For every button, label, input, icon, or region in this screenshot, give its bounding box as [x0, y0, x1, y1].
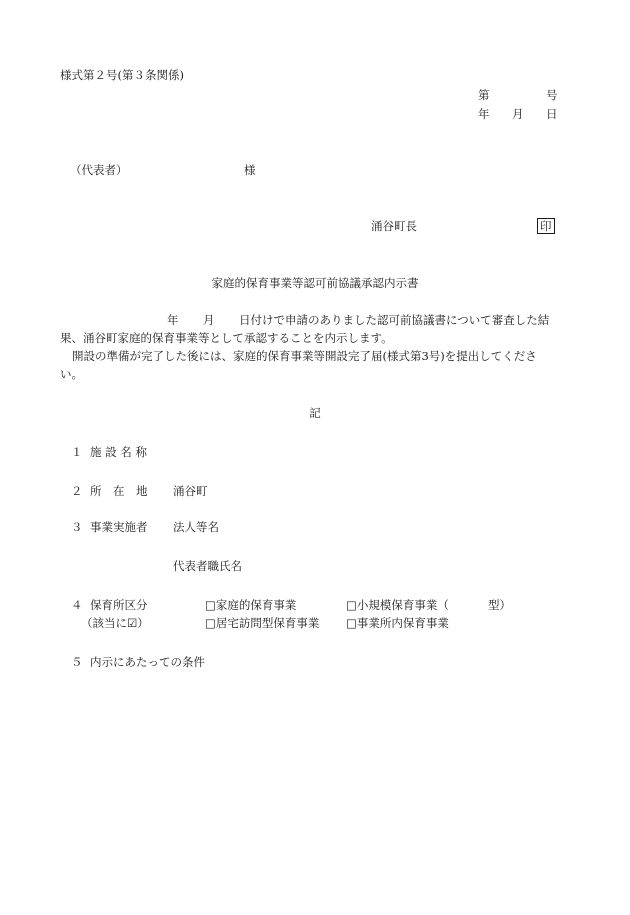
item3-sub-corp: 法人等名: [173, 520, 219, 534]
option-jigyosho-nai[interactable]: □事業所内保育事業: [346, 616, 449, 630]
item4-number: ４: [71, 598, 83, 612]
item2-label: 所 在 地: [90, 484, 148, 498]
body-year-label: 年: [167, 313, 179, 327]
body-month-label: 月: [203, 313, 215, 327]
option-shokibo-type-suffix: 型）: [488, 598, 511, 612]
addressee-suffix: 様: [244, 163, 256, 177]
body-line2: 果、涌谷町家庭的保育事業等として承認することを内示します。: [60, 331, 393, 345]
seal-mark: [537, 218, 555, 234]
item4-note: （該当に☑）: [81, 616, 149, 630]
item1-label: 施 設 名 称: [90, 445, 147, 459]
item3-sub-rep: 代表者職氏名: [173, 559, 242, 573]
issuer-name: 涌谷町長: [371, 219, 417, 233]
item5-label: 内示にあたっての条件: [90, 655, 205, 669]
body-para2-line2: い。: [60, 367, 83, 381]
item5-number: ５: [71, 655, 83, 669]
option-shokibo-hoiku[interactable]: □小規模保育事業（: [346, 598, 449, 612]
addressee-prefix: （代表者）: [70, 163, 128, 177]
option-katei-hoiku[interactable]: □家庭的保育事業: [205, 598, 297, 612]
date-year-label: 年: [478, 107, 490, 121]
number-prefix: 第: [478, 88, 490, 102]
item2-number: ２: [71, 484, 83, 498]
seal-char: 印: [537, 218, 555, 234]
body-line1: 日付けで申請のありました認可前協議書について審査した結: [239, 313, 550, 327]
item1-number: １: [71, 445, 83, 459]
date-month-label: 月: [512, 107, 524, 121]
number-suffix: 号: [546, 88, 558, 102]
item4-label: 保育所区分: [90, 598, 148, 612]
document-title: 家庭的保育事業等認可前協議承認内示書: [211, 276, 419, 290]
item3-number: ３: [71, 520, 83, 534]
item3-label: 事業実施者: [90, 520, 148, 534]
ki-heading: 記: [309, 406, 321, 420]
item2-value: 涌谷町: [173, 484, 208, 498]
form-label: 様式第２号(第３条関係): [60, 68, 184, 82]
option-kyotaku-homon[interactable]: □居宅訪問型保育事業: [205, 616, 320, 630]
body-para2-line1: 開設の準備が完了した後には、家庭的保育事業等開設完了届(様式第3号)を提出してくださ: [72, 349, 537, 363]
date-day-label: 日: [546, 107, 558, 121]
